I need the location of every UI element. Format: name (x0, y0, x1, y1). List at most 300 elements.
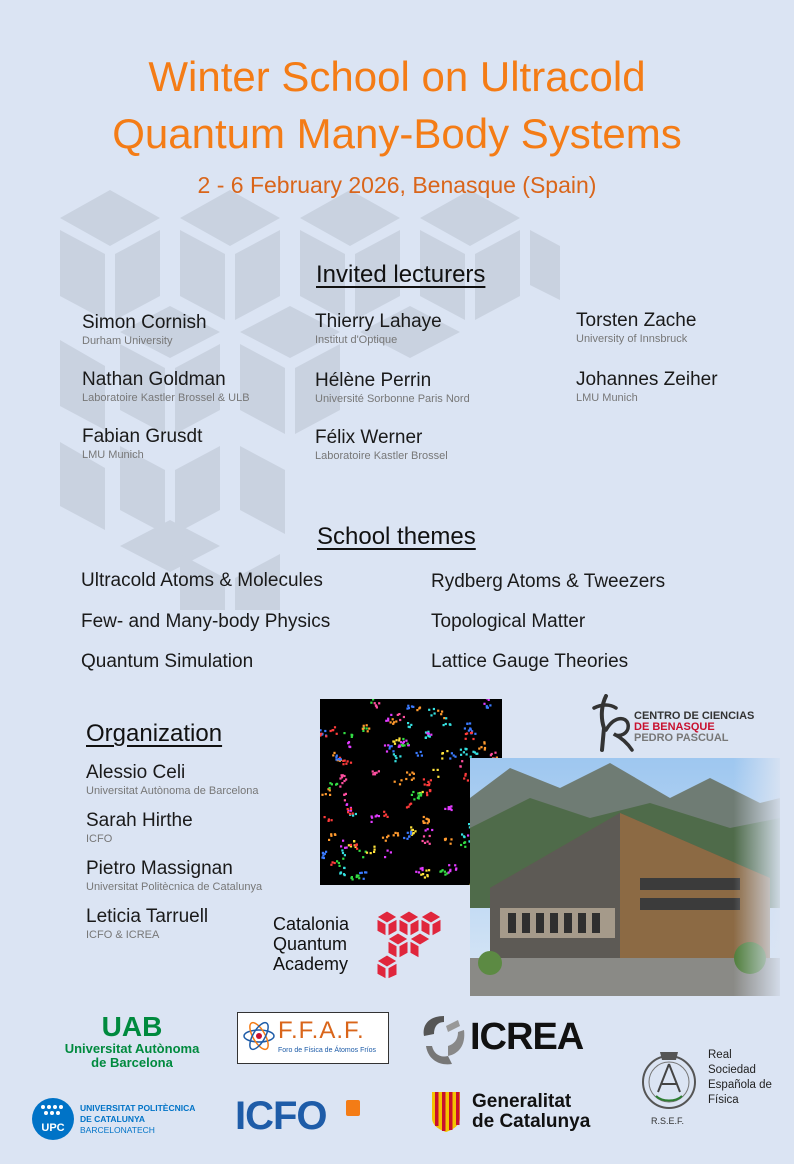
atom-dot (461, 760, 463, 762)
atom-dot (444, 871, 446, 873)
rsef-line-4: Física (708, 1094, 739, 1106)
atom-dot (386, 750, 388, 752)
organizer-name: Pietro Massignan (86, 858, 233, 879)
atom-dot (390, 851, 392, 853)
upc-badge-text: UPC (41, 1122, 65, 1134)
atom-dot (464, 727, 466, 729)
atom-dot (384, 856, 386, 858)
lecturers-heading: Invited lecturers (316, 261, 486, 288)
lecturer-entry (82, 369, 250, 404)
lecturer-entry (82, 426, 202, 461)
atom-dot (399, 755, 401, 757)
benasque-line-1: CENTRO DE CIENCIAS (634, 710, 755, 722)
atom-dot (376, 706, 378, 708)
atom-dot (472, 738, 474, 740)
uab-logo (56, 1012, 208, 1070)
atom-dot (410, 724, 412, 726)
atom-dot (366, 724, 368, 726)
lecturer-institution: Durham University (82, 335, 173, 347)
atom-dot (484, 747, 486, 749)
theme-item: Ultracold Atoms & Molecules (81, 570, 323, 591)
atom-dot (330, 864, 332, 866)
atom-dot (466, 753, 468, 755)
atom-dot (489, 704, 491, 706)
organizer-entry (86, 858, 262, 893)
atom-dot (366, 727, 368, 729)
atom-dot (329, 787, 331, 789)
atom-dot (430, 734, 432, 736)
ffaf-full-name: Foro de Física de Átomos Fríos (278, 1047, 377, 1054)
atom-dot (420, 751, 422, 753)
atom-dot (397, 832, 399, 834)
atom-dot (382, 837, 384, 839)
atom-dot (430, 714, 432, 716)
atom-dot (350, 762, 352, 764)
atom-dot (331, 783, 333, 785)
atom-dot (422, 869, 424, 871)
atom-dot (390, 714, 392, 716)
atom-dot (428, 733, 430, 735)
atom-dot (437, 776, 439, 778)
lecturer-institution: University of Innsbruck (576, 333, 688, 345)
atom-dot (460, 844, 462, 846)
lecturer-institution: Laboratoire Kastler Brossel & ULB (82, 392, 250, 404)
atom-dot (417, 792, 419, 794)
atom-dot (428, 784, 430, 786)
cqa-line-3: Academy (273, 954, 349, 974)
atom-dot (430, 779, 432, 781)
benasque-line-2: DE BENASQUE (634, 721, 715, 733)
atom-dot (450, 838, 452, 840)
atom-dot (429, 789, 431, 791)
atom-dot (407, 722, 409, 724)
atom-dot (339, 777, 341, 779)
atom-dot (408, 836, 410, 838)
atom-dot (406, 771, 408, 773)
atom-dot (394, 743, 396, 745)
atom-dot (400, 779, 402, 781)
atom-dot (345, 778, 347, 780)
lecturer-entry (315, 427, 448, 462)
icfo-accent-icon (346, 1100, 360, 1116)
atom-dot (396, 739, 398, 741)
atom-dot (390, 721, 392, 723)
atom-dot (441, 711, 443, 713)
atom-dot (342, 774, 344, 776)
atom-dot (427, 822, 429, 824)
atom-dot (465, 773, 467, 775)
atom-dot (406, 838, 408, 840)
atom-dot (467, 834, 469, 836)
atom-dot (407, 743, 409, 745)
atom-dot (392, 740, 394, 742)
atom-dot (336, 783, 338, 785)
lecturer-name: Félix Werner (315, 427, 423, 448)
atom-dot (411, 794, 413, 796)
cqa-line-1: Catalonia (273, 914, 350, 934)
atom-dot (341, 782, 343, 784)
atom-dot (373, 851, 375, 853)
lecturer-entry (315, 311, 442, 346)
atom-dot (445, 723, 447, 725)
organizer-entry (86, 810, 193, 845)
atom-dot (434, 712, 436, 714)
atom-dot (362, 730, 364, 732)
atom-dot (392, 718, 394, 720)
atom-dot (325, 793, 327, 795)
atom-dot (394, 781, 396, 783)
atom-dot (339, 786, 341, 788)
atom-dot (320, 729, 322, 731)
atom-dot (370, 852, 372, 854)
atom-dot (347, 808, 349, 810)
atom-dot (467, 779, 469, 781)
atom-dot (464, 841, 466, 843)
cqa-logo-text (273, 914, 349, 974)
atom-dot (351, 734, 353, 736)
atom-dot (391, 745, 393, 747)
themes-heading: School themes (317, 523, 476, 550)
atom-dot (415, 871, 417, 873)
atom-dot (471, 732, 473, 734)
atom-dot (440, 870, 442, 872)
atom-dot (432, 769, 434, 771)
atom-dot (429, 843, 431, 845)
atom-dot (347, 811, 349, 813)
atom-dot (427, 735, 429, 737)
atom-dot (446, 750, 448, 752)
atom-dot (325, 851, 327, 853)
atom-dot (366, 852, 368, 854)
atom-dot (352, 815, 354, 817)
lecturer-entry (576, 310, 696, 345)
atom-dot (394, 755, 396, 757)
atom-dot (440, 713, 442, 715)
rsef-line-3: Española de (708, 1079, 772, 1091)
atom-dot (385, 840, 387, 842)
atom-dot (352, 812, 354, 814)
atom-dot (339, 759, 341, 761)
ffaf-acronym: F.F.A.F. (278, 1017, 365, 1044)
atom-dot (342, 852, 344, 854)
generalitat-name (472, 1092, 590, 1132)
atom-dot (407, 705, 409, 707)
atom-dot (411, 705, 413, 707)
lecturer-name: Hélène Perrin (315, 370, 432, 391)
atom-dot (348, 741, 350, 743)
generalitat-line-2: de Catalunya (472, 1111, 591, 1132)
rsef-seal-icon (634, 1046, 704, 1114)
atom-dot (342, 858, 344, 860)
atom-dot (372, 699, 374, 701)
atom-dot (419, 707, 421, 709)
atom-dot (350, 808, 352, 810)
atom-dot (359, 850, 361, 852)
atom-dot (364, 871, 366, 873)
atom-dot (344, 854, 346, 856)
atom-dot (408, 726, 410, 728)
atom-dot (469, 722, 471, 724)
atom-dot (395, 720, 397, 722)
atom-dot (417, 755, 419, 757)
atom-dot (399, 783, 401, 785)
icfo-wordmark: ICFO (235, 1094, 327, 1138)
atom-dot (403, 744, 405, 746)
atom-dot (375, 815, 377, 817)
atom-dot (353, 840, 355, 842)
atom-dot (437, 769, 439, 771)
atom-dot (363, 725, 365, 727)
atom-dot (385, 814, 387, 816)
atom-dot (362, 856, 364, 858)
cqa-cubes-icon (375, 911, 447, 979)
atom-dot (328, 818, 330, 820)
atom-dot (405, 778, 407, 780)
atom-dot (443, 724, 445, 726)
atom-dot (465, 738, 467, 740)
atom-dot (407, 832, 409, 834)
atom-dot (373, 846, 375, 848)
atom-dot (334, 833, 336, 835)
benasque-line-3: PEDRO PASCUAL (634, 732, 729, 744)
atom-dot (428, 820, 430, 822)
atom-dot (372, 770, 374, 772)
atom-dot (392, 750, 394, 752)
organizer-institution: ICFO & ICREA (86, 929, 160, 941)
subtitle-dates: 2 - 6 February 2026, Benasque (Spain) (197, 172, 597, 198)
upc-name (80, 1103, 195, 1136)
rsef-line-1: Real (708, 1049, 732, 1061)
atom-dot (333, 752, 335, 754)
atom-dot (425, 829, 427, 831)
benasque-logo-text (634, 711, 754, 744)
atom-dot (410, 833, 412, 835)
generalitat-senyera-icon (430, 1090, 462, 1132)
theme-item: Topological Matter (431, 611, 586, 632)
upc-line-2: DE CATALUNYA (80, 1114, 146, 1124)
organizer-entry (86, 906, 208, 941)
atom-dot (397, 834, 399, 836)
atom-dot (460, 766, 462, 768)
atom-dot (433, 708, 435, 710)
atom-dot (320, 734, 322, 736)
atom-dot (424, 876, 426, 878)
atom-dot (424, 783, 426, 785)
atom-dot (403, 716, 405, 718)
icrea-swirl-icon (418, 1012, 470, 1070)
uab-line-2: Universitat Autònoma (64, 1041, 200, 1056)
atom-dot (416, 752, 418, 754)
atom-dot (335, 756, 337, 758)
atom-dot (437, 710, 439, 712)
lecturer-institution: Institut d'Optique (315, 334, 398, 346)
atom-dot (450, 843, 452, 845)
theme-item: Rydberg Atoms & Tweezers (431, 571, 666, 592)
atom-dot (478, 748, 480, 750)
atom-dot (343, 867, 345, 869)
atom-dot (427, 828, 429, 830)
atom-dot (403, 837, 405, 839)
lecturer-entry (315, 370, 470, 405)
organizer-institution: Universitat Autònoma de Barcelona (86, 785, 259, 797)
atom-dot (330, 833, 332, 835)
atom-dot (416, 709, 418, 711)
organizer-name: Leticia Tarruell (86, 906, 209, 927)
atom-dot (385, 720, 387, 722)
uab-line-3: de Barcelona (91, 1055, 173, 1070)
atom-dot (339, 865, 341, 867)
atom-dot (449, 757, 451, 759)
atom-dot (423, 816, 425, 818)
upc-line-3: BARCELONATECH (80, 1125, 155, 1135)
atom-dot (465, 748, 467, 750)
atom-dot (410, 831, 412, 833)
lecturer-institution: Université Sorbonne Paris Nord (315, 393, 470, 405)
lecturer-name: Nathan Goldman (82, 369, 226, 390)
atom-dot (361, 872, 363, 874)
atom-dot (338, 862, 340, 864)
atom-dot (449, 808, 451, 810)
atom-dot (330, 730, 332, 732)
atom-dot (329, 794, 331, 796)
atom-dot (460, 754, 462, 756)
theme-item: Quantum Simulation (81, 651, 254, 672)
atom-dot (376, 772, 378, 774)
atom-dot (399, 719, 401, 721)
atom-dot (340, 872, 342, 874)
atom-dot (424, 822, 426, 824)
atom-dot (455, 869, 457, 871)
atom-dot (324, 816, 326, 818)
atom-dot (367, 730, 369, 732)
atom-dot (371, 815, 373, 817)
upc-dots-icon (38, 1103, 68, 1119)
lecturer-institution: LMU Munich (576, 392, 638, 404)
lecturer-name: Thierry Lahaye (315, 311, 442, 332)
atom-dot (443, 717, 445, 719)
atom-dot (445, 717, 447, 719)
theme-item: Lattice Gauge Theories (431, 651, 629, 672)
atom-dot (350, 844, 352, 846)
generalitat-line-1: Generalitat (472, 1091, 572, 1112)
atom-dot (460, 749, 462, 751)
atom-dot (344, 799, 346, 801)
ffaf-logo (237, 1012, 389, 1064)
atom-dot (463, 835, 465, 837)
atom-dot (363, 878, 365, 880)
atom-dot (371, 821, 373, 823)
atom-dot (464, 846, 466, 848)
atom-dot (387, 816, 389, 818)
atom-dot (412, 791, 414, 793)
atom-dot (410, 826, 412, 828)
atom-dot (465, 733, 467, 735)
atom-dot (344, 874, 346, 876)
atom-dot (421, 755, 423, 757)
atom-dot (420, 874, 422, 876)
atom-dot (378, 815, 380, 817)
atom-dot (398, 737, 400, 739)
organizer-institution: Universitat Politècnica de Catalunya (86, 881, 263, 893)
atom-dot (342, 763, 344, 765)
atom-dot (469, 727, 471, 729)
atom-dot (348, 844, 350, 846)
atom-dot (345, 793, 347, 795)
atom-dot (405, 740, 407, 742)
atom-dot (421, 867, 423, 869)
atom-dot (356, 843, 358, 845)
atom-dot (474, 733, 476, 735)
atom-dot (413, 777, 415, 779)
atom-dot (423, 778, 425, 780)
lecturer-name: Torsten Zache (576, 310, 697, 331)
atom-dot (348, 746, 350, 748)
atom-dot (444, 839, 446, 841)
lecturer-name: Johannes Zeiher (576, 369, 718, 390)
atom-dot (483, 741, 485, 743)
atom-dot (423, 835, 425, 837)
atom-dot (343, 732, 345, 734)
atom-dot (374, 702, 376, 704)
atom-dot (324, 730, 326, 732)
benasque-building-photo (470, 758, 780, 996)
atom-dot (491, 753, 493, 755)
atom-dot (408, 806, 410, 808)
atom-dot (454, 756, 456, 758)
atom-dot (395, 757, 397, 759)
atom-dot (387, 718, 389, 720)
lecturer-institution: LMU Munich (82, 449, 144, 461)
atom-dot (444, 874, 446, 876)
benasque-logo-mark (592, 694, 638, 752)
atom-dot (370, 702, 372, 704)
atom-dot (494, 752, 496, 754)
atom-dot (448, 864, 450, 866)
atom-icon (242, 1019, 276, 1053)
atom-dot (322, 852, 324, 854)
atom-dot (362, 728, 364, 730)
atom-dot (426, 874, 428, 876)
atom-dot (356, 848, 358, 850)
atom-dot (358, 877, 360, 879)
atom-dot (428, 709, 430, 711)
atom-dot (345, 763, 347, 765)
atom-dot (488, 699, 490, 701)
atom-dot (413, 798, 415, 800)
atom-dot (441, 753, 443, 755)
atom-dot (340, 845, 342, 847)
cqa-line-2: Quantum (273, 934, 348, 954)
atom-dot (321, 794, 323, 796)
atom-dot (463, 751, 465, 753)
atom-dot (444, 808, 446, 810)
atom-dot (356, 876, 358, 878)
icrea-wordmark: ICREA (470, 1016, 584, 1058)
title-line-1: Winter School on Ultracold (148, 53, 646, 100)
organizer-name: Sarah Hirthe (86, 810, 193, 831)
atom-dot (346, 847, 348, 849)
atom-dot (336, 733, 338, 735)
atom-dot (355, 813, 357, 815)
atom-dot (425, 870, 427, 872)
atom-dot (335, 759, 337, 761)
atom-dot (420, 793, 422, 795)
atom-dot (329, 789, 331, 791)
rsef-line-2: Sociedad (708, 1064, 756, 1076)
atom-dot (378, 702, 380, 704)
atom-dot (451, 752, 453, 754)
atom-dot (394, 832, 396, 834)
